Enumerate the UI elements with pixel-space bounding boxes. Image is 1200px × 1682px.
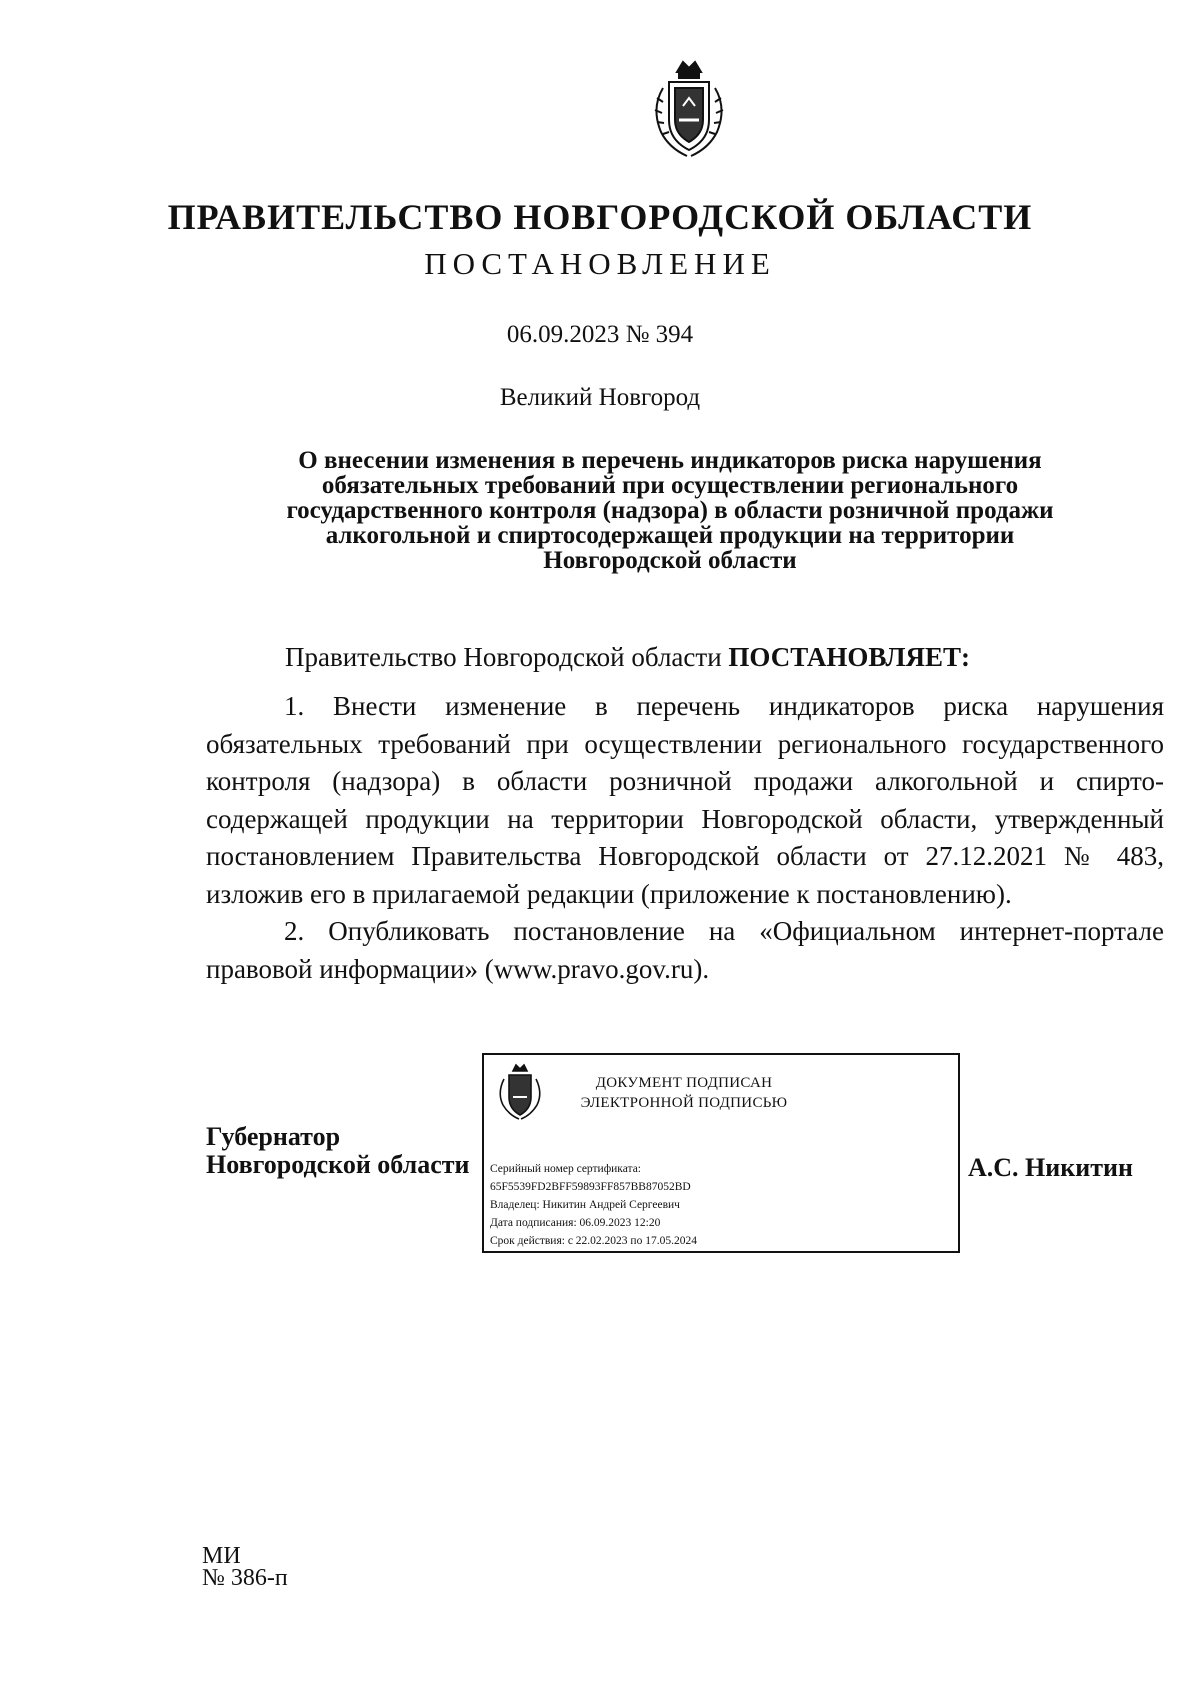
document-body [206, 688, 1164, 988]
novgorod-coat-of-arms-icon [643, 58, 735, 162]
subject-line: О внесении изменения в перечень индикаторов риска нарушения [298, 447, 1042, 474]
subject-line: алкогольной и спиртосодержащей продукции на территории [325, 522, 1015, 549]
stamp-title-line2: ЭЛЕКТРОННОЙ ПОДПИСЬЮ [580, 1095, 788, 1111]
stamp-title [564, 1073, 804, 1113]
stamp-signed-date: Дата подписания: 06.09.2023 12:20 [490, 1217, 661, 1229]
footer-number: № 386-п [202, 1565, 288, 1591]
document-subject [220, 448, 1120, 573]
signer-position-line2: Новгородской области [206, 1150, 470, 1179]
signer-name: А.С. Никитин [968, 1153, 1133, 1182]
electronic-signature-stamp [482, 1053, 960, 1253]
novgorod-coat-of-arms-icon [494, 1063, 546, 1123]
preamble-text: Правительство Новгородской области [285, 642, 729, 672]
paragraph-1: 1. Внести изменение в перечень индикаторов риска нарушения обязательных требований при осуществлении регионального государственного контроля (надзора) в области розничной продажи алкогольной и спирто-содержащей продукции на территории Новгородской области, утвержденный постановлением Правительства Новгородской области от 27.12.2021 № 483, изложив его в прилагаемой редакции (приложение к постановлению). [206, 691, 1164, 909]
stamp-title-line1: ДОКУМЕНТ ПОДПИСАН [595, 1075, 773, 1091]
stamp-cert-number: 65F5539FD2BFF59893FF857BB87052BD [490, 1181, 691, 1193]
subject-line: государственного контроля (надзора) в области розничной продажи [286, 497, 1054, 524]
footer-initials: МИ [202, 1543, 241, 1569]
subject-line: Новгородской области [543, 547, 797, 574]
stamp-details [490, 1160, 697, 1250]
preamble-resolve: ПОСТАНОВЛЯЕТ: [728, 642, 970, 672]
footer-code [202, 1545, 288, 1589]
document-type: ПОСТАНОВЛЕНИЕ [424, 246, 776, 281]
preamble [285, 642, 970, 673]
document-city: Великий Новгород [499, 384, 701, 411]
document-date-number: 06.09.2023 № 394 [506, 321, 694, 348]
stamp-validity: Срок действия: с 22.02.2023 по 17.05.2024 [490, 1235, 697, 1247]
stamp-owner: Владелец: Никитин Андрей Сергеевич [490, 1199, 680, 1211]
organization-title: ПРАВИТЕЛЬСТВО НОВГОРОДСКОЙ ОБЛАСТИ [167, 197, 1033, 237]
stamp-cert-label: Серийный номер сертификата: [490, 1163, 641, 1175]
signer-position [206, 1123, 470, 1179]
subject-line: обязательных требований при осуществлении регионального [321, 472, 1019, 499]
signer-position-line1: Губернатор [206, 1122, 341, 1151]
paragraph-2: 2. Опубликовать постановление на «Официальном интернет-портале правовой информации» (www.pravo.gov.ru). [206, 916, 1164, 984]
